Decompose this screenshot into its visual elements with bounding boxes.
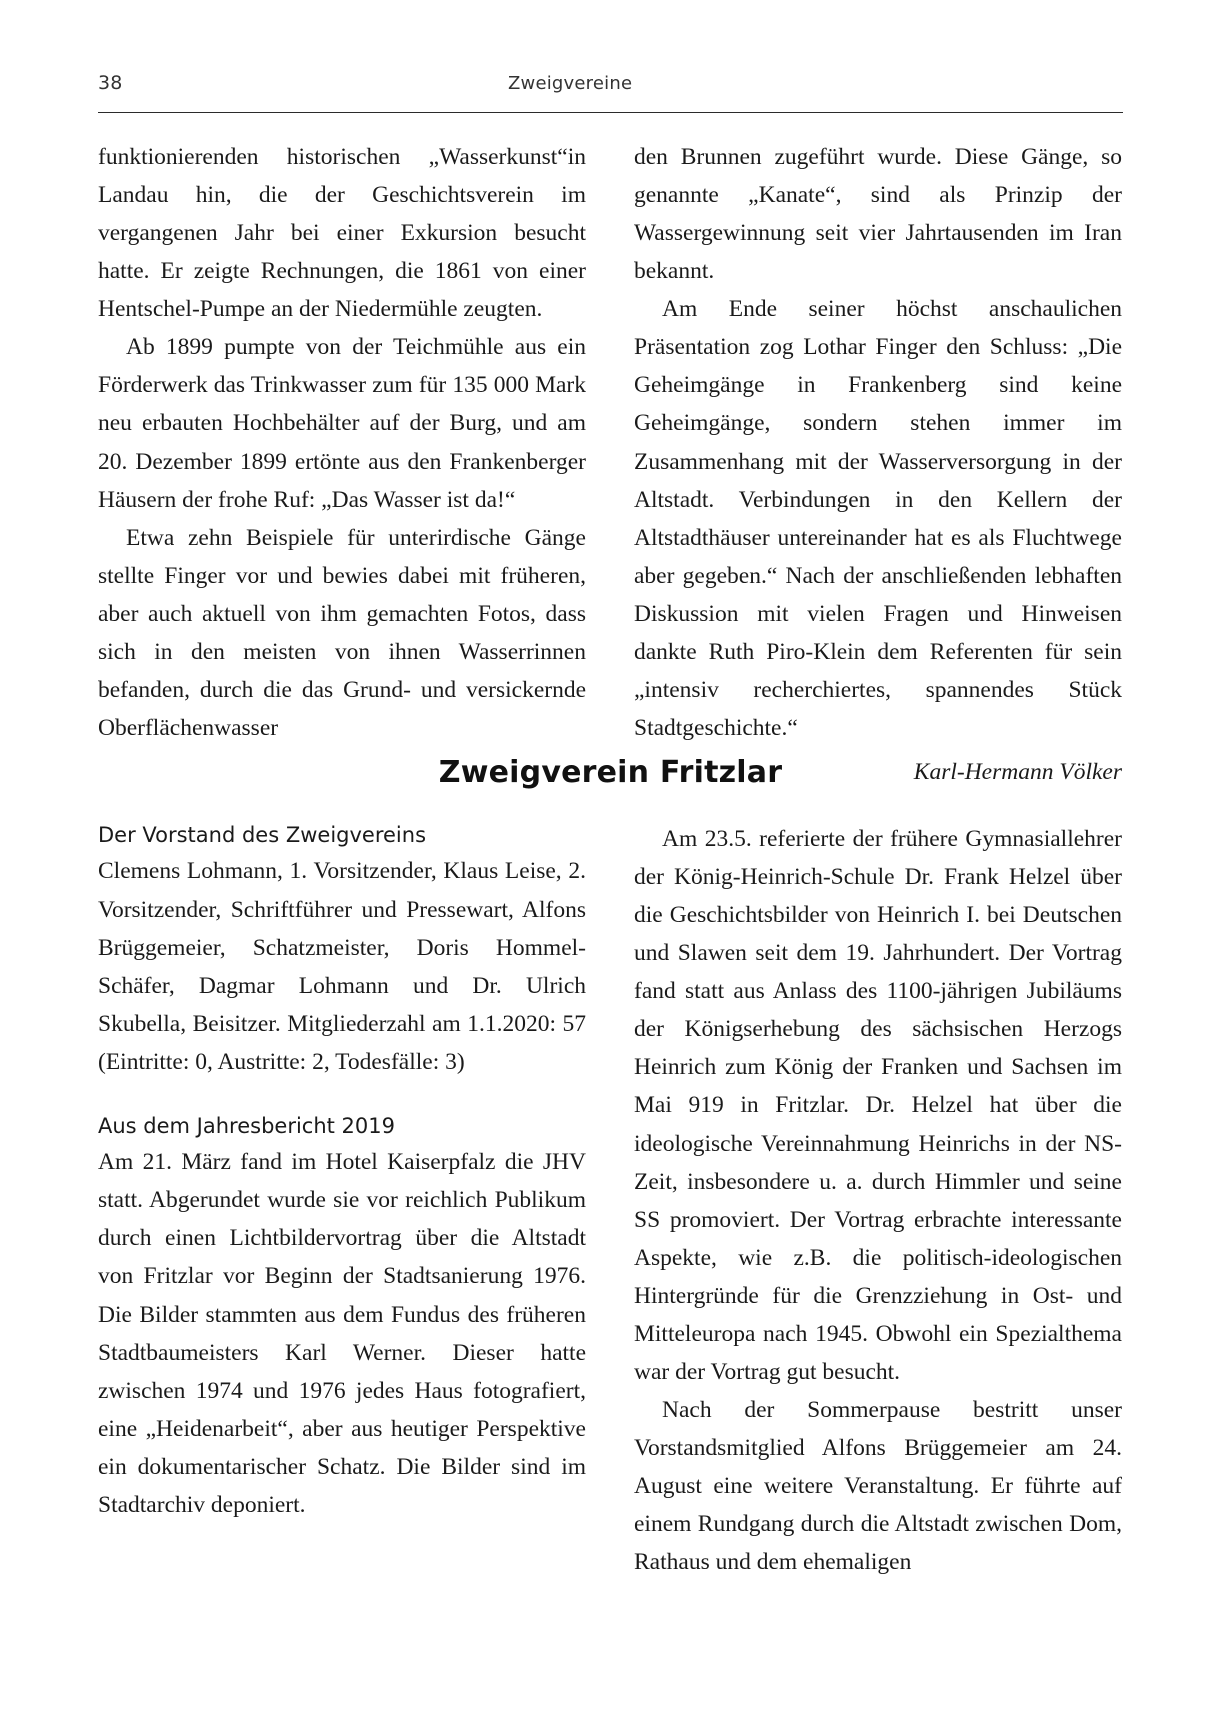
running-title: Zweigvereine: [508, 73, 633, 94]
header-divider: [98, 112, 1123, 113]
paragraph: den Brunnen zugeführt wurde. Diese Gänge, so genannte „Kanate“, sind als Prinzip der Wassergewinnung seit vier Jahrtausenden im Iran bekannt.: [634, 144, 1122, 285]
lower-columns: [98, 820, 1123, 1581]
top-left-column: [98, 138, 586, 791]
paragraph: Ab 1899 pumpte von der Teichmühle aus ein Förderwerk das Trinkwasser zum für 135 000 Mark neu erbauten Hochbehälter auf der Burg, und am 20. Dezember 1899 ertönte aus den Frankenberger Häusern der frohe Ruf: „Das Wasser ist da!“: [98, 334, 586, 513]
section-heading: Zweigverein Fritzlar: [438, 755, 783, 790]
author-signature: Karl-Hermann Völker: [913, 759, 1122, 785]
top-right-column: [634, 138, 1122, 791]
paragraph: Am Ende seiner höchst anschaulichen Präsentation zog Lothar Finger den Schluss: „Die Geheimgänge in Frankenberg sind keine Geheimgänge, sondern stehen immer im Zusammenhang mit der Wasserversorgung in der Altstadt. Verbindungen in den Kellern der Altstadthäuser untereinander hat es als Fluchtwege aber gegeben.“ Nach der anschließenden lebhaften Diskussion mit vielen Fragen und Hinweisen dankte Ruth Piro-Klein dem Referenten für sein „intensiv recherchiertes, spannendes Stück Stadtgeschichte.“: [634, 296, 1122, 741]
top-columns: [98, 138, 1123, 791]
spacer: [98, 1081, 586, 1111]
subheading-jahresbericht: Aus dem Jahresbericht 2019: [98, 1113, 396, 1138]
lower-right-column: [634, 820, 1122, 1581]
paragraph: Clemens Lohmann, 1. Vorsitzender, Klaus Leise, 2. Vorsitzender, Schriftführer und Pressewart, Alfons Brüggemeier, Schatzmeister, Doris Hommel-Schäfer, Dagmar Lohmann und Dr. Ulrich Skubella, Beisitzer. Mitgliederzahl am 1.1.2020: 57 (Eintritte: 0, Austritte: 2, Todesfälle: 3): [98, 858, 586, 1075]
paragraph: funktionierenden historischen „Wasserkunst“in Landau hin, die der Geschichtsverein im vergangenen Jahr bei einer Exkursion besucht hatte. Er zeigte Rechnungen, die 1861 von einer Hentschel-Pumpe an der Niedermühle zeugten.: [98, 144, 586, 323]
paragraph: Etwa zehn Beispiele für unterirdische Gänge stellte Finger vor und bewies dabei mit früheren, aber auch aktuell von ihm gemachten Fotos, dass sich in den meisten von ihnen Wasserrinnen befanden, durch die das Grund- und versickernde Oberflächenwasser: [98, 524, 586, 741]
paragraph: Am 23.5. referierte der frühere Gymnasiallehrer der König-Heinrich-Schule Dr. Frank Helzel über die Geschichtsbilder von Heinrich I. bei Deutschen und Slawen seit dem 19. Jahrhundert. Der Vortrag fand statt aus Anlass des 1100-jährigen Jubiläums der Königserhebung des sächsischen Herzogs Heinrich zum König der Franken und Sachsen im Mai 919 in Fritzlar. Dr. Helzel hat über die ideologische Vereinnahmung Heinrichs in der NS-Zeit, insbesondere u. a. durch Himmler und seine SS promoviert. Der Vortrag erbrachte interessante Aspekte, wie z.B. die politisch-ideologischen Hintergründe für die Grenzziehung in Ost- und Mitteleuropa nach 1945. Obwohl ein Spezialthema war der Vortrag gut besucht.: [634, 826, 1122, 1385]
page-header: [98, 72, 1123, 94]
paragraph: Am 21. März fand im Hotel Kaiserpfalz die JHV statt. Abgerundet wurde sie vor reichlich Publikum durch einen Lichtbildervortrag über die Altstadt von Fritzlar vor Beginn der Stadtsanierung 1976. Die Bilder stammten aus dem Fundus des früheren Stadtbaumeisters Karl Werner. Dieser hatte zwischen 1974 und 1976 jedes Haus fotografiert, eine „Heidenarbeit“, aber aus heutiger Perspektive ein dokumentarischer Schatz. Die Bilder sind im Stadtarchiv deponiert.: [98, 1149, 586, 1518]
paragraph: Nach der Sommerpause bestritt unser Vorstandsmitglied Alfons Brüggemeier am 24. August eine weitere Veranstaltung. Er führte auf einem Rundgang durch die Altstadt zwischen Dom, Rathaus und dem ehemaligen: [634, 1396, 1122, 1576]
lower-left-column: [98, 820, 586, 1581]
subheading-vorstand: Der Vorstand des Zweigvereins: [98, 823, 427, 847]
page-number: 38: [98, 72, 123, 94]
